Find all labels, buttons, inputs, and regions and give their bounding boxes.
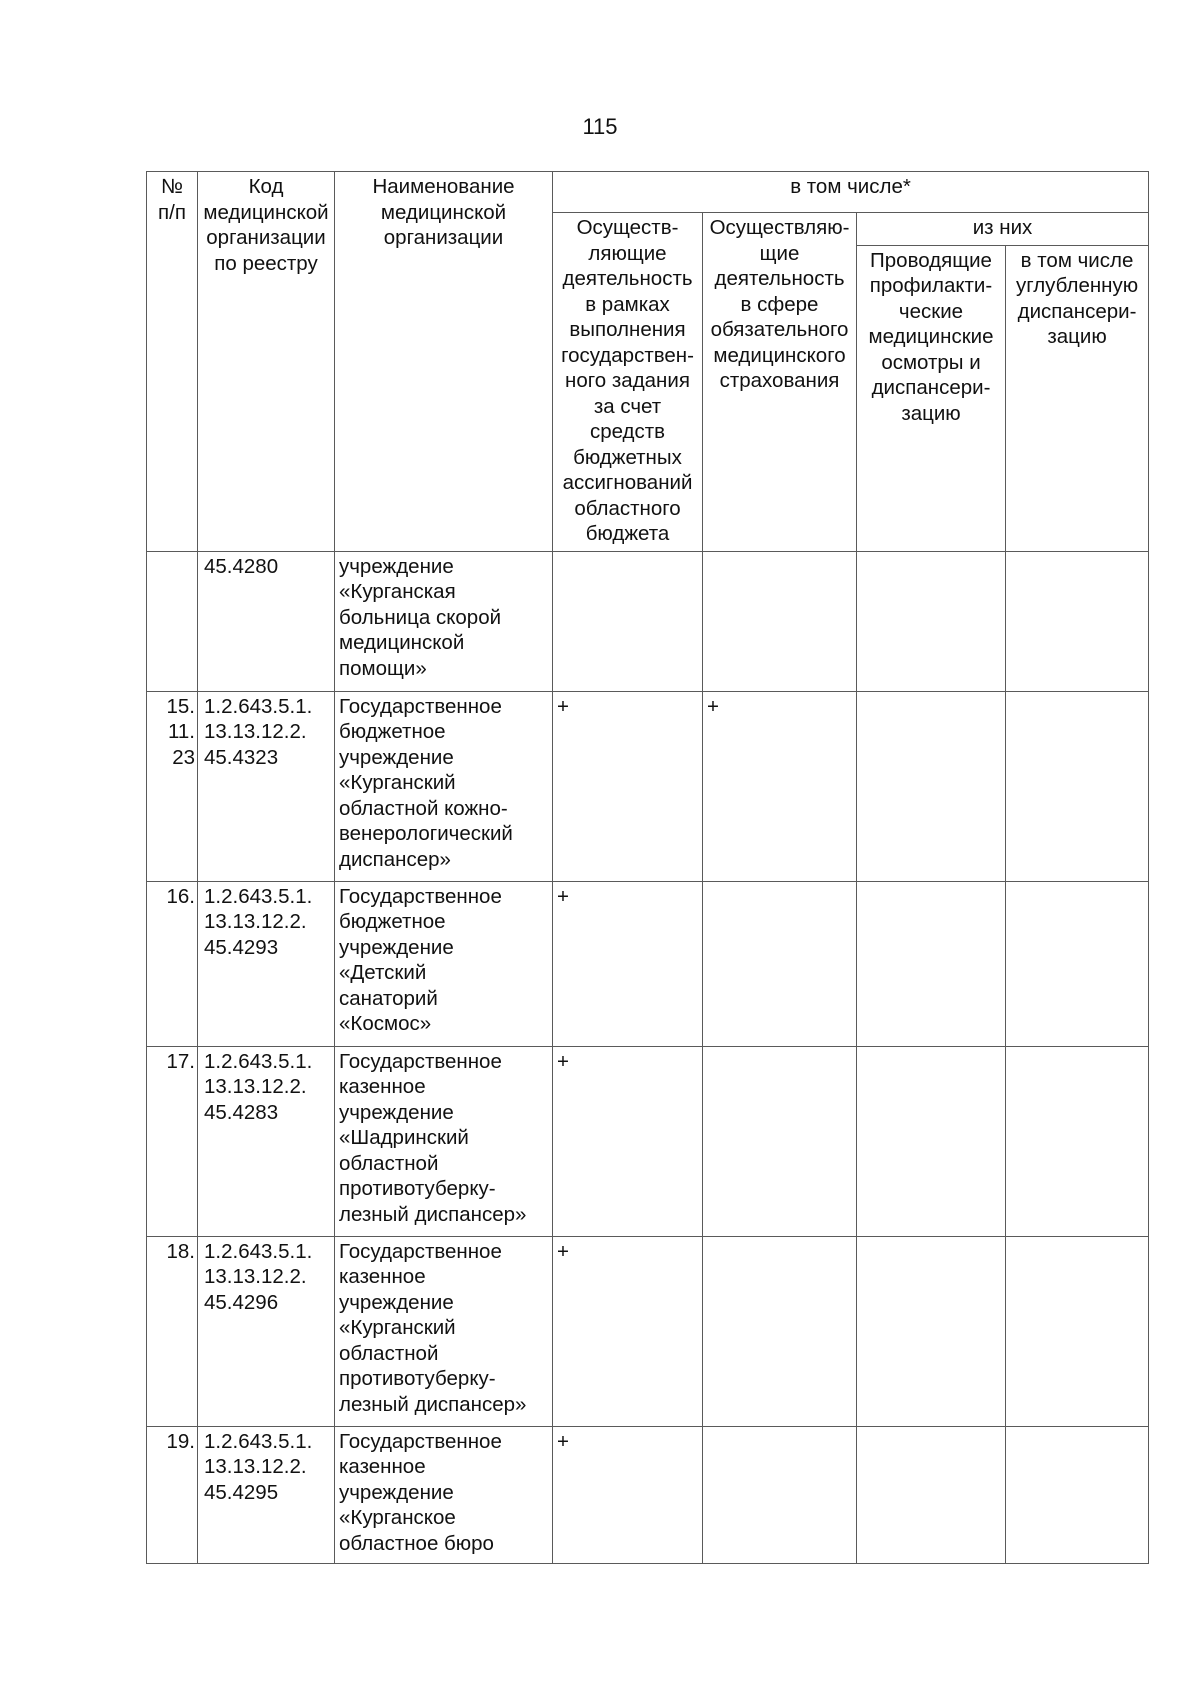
row-name: Государственное казенное учреждение «Курганский областной противотуберку- лезный диспансер»: [335, 1236, 553, 1426]
row-oms: [703, 1236, 857, 1426]
row-oms: [703, 1426, 857, 1563]
row-num: 16.: [147, 881, 198, 1046]
row-in-depth: [1006, 1236, 1149, 1426]
row-name: Государственное бюджетное учреждение «Курганский областной кожно- венерологический диспансер»: [335, 691, 553, 881]
header-prophylactic: Проводящие профилакти- ческие медицинские осмотры и диспансери- зацию: [857, 245, 1006, 551]
table-row: [147, 1426, 1149, 1563]
row-prophylactic: [857, 1046, 1006, 1236]
header-oms: Осуществляю- щие деятельность в сфере обязательного медицинского страхования: [703, 213, 857, 552]
row-prophylactic: [857, 1236, 1006, 1426]
row-state-task: [553, 551, 703, 691]
row-num: 17.: [147, 1046, 198, 1236]
row-code: 1.2.643.5.1. 13.13.12.2. 45.4283: [198, 1046, 335, 1236]
row-state-task: +: [553, 1236, 703, 1426]
header-num: № п/п: [147, 172, 198, 552]
header-code: Код медицинской организации по реестру: [198, 172, 335, 552]
row-prophylactic: [857, 881, 1006, 1046]
row-state-task: +: [553, 1046, 703, 1236]
row-prophylactic: [857, 1426, 1006, 1563]
row-name: Государственное бюджетное учреждение «Детский санаторий «Космос»: [335, 881, 553, 1046]
header-row-1: [147, 172, 1149, 213]
header-state-task: Осуществ- ляющие деятельность в рамках выполнения государствен- ного задания за счет средств бюджетных ассигнований областного бюджета: [553, 213, 703, 552]
row-in-depth: [1006, 691, 1149, 881]
row-num: 15. 11. 23: [147, 691, 198, 881]
row-oms: [703, 881, 857, 1046]
row-code: 1.2.643.5.1. 13.13.12.2. 45.4296: [198, 1236, 335, 1426]
medical-organizations-table: [146, 171, 1149, 1564]
row-name: учреждение «Курганская больница скорой медицинской помощи»: [335, 551, 553, 691]
table-row: [147, 1236, 1149, 1426]
row-prophylactic: [857, 691, 1006, 881]
row-prophylactic: [857, 551, 1006, 691]
table-row: [147, 1046, 1149, 1236]
row-code: 45.4280: [198, 551, 335, 691]
row-state-task: +: [553, 881, 703, 1046]
row-in-depth: [1006, 1046, 1149, 1236]
row-code: 1.2.643.5.1. 13.13.12.2. 45.4323: [198, 691, 335, 881]
row-oms: [703, 551, 857, 691]
row-code: 1.2.643.5.1. 13.13.12.2. 45.4295: [198, 1426, 335, 1563]
row-oms: [703, 1046, 857, 1236]
row-oms: +: [703, 691, 857, 881]
table-row: [147, 881, 1149, 1046]
header-name: Наименование медицинской организации: [335, 172, 553, 552]
page-number: 115: [582, 114, 618, 139]
row-num: 19.: [147, 1426, 198, 1563]
header-of-them: из них: [857, 213, 1149, 246]
row-num: [147, 551, 198, 691]
row-name: Государственное казенное учреждение «Шадринский областной противотуберку- лезный диспансер»: [335, 1046, 553, 1236]
row-num: 18.: [147, 1236, 198, 1426]
row-in-depth: [1006, 1426, 1149, 1563]
row-in-depth: [1006, 551, 1149, 691]
row-code: 1.2.643.5.1. 13.13.12.2. 45.4293: [198, 881, 335, 1046]
row-state-task: +: [553, 1426, 703, 1563]
header-in-depth: в том числе углубленную диспансери- зацию: [1006, 245, 1149, 551]
row-state-task: +: [553, 691, 703, 881]
row-name: Государственное казенное учреждение «Курганское областное бюро: [335, 1426, 553, 1563]
header-including: в том числе*: [553, 172, 1149, 213]
table-row: [147, 691, 1149, 881]
table-row: [147, 551, 1149, 691]
row-in-depth: [1006, 881, 1149, 1046]
